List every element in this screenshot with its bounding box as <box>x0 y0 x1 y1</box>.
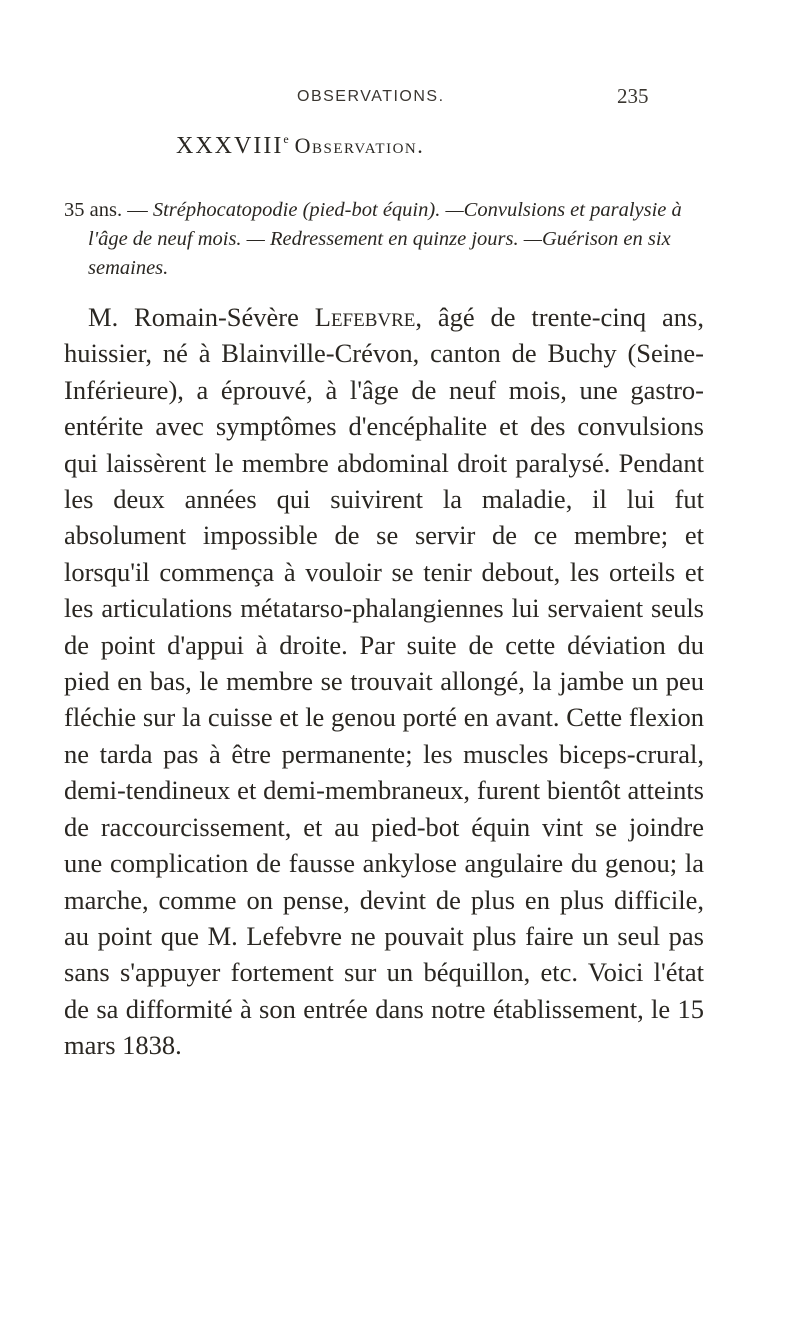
observation-number-suffix: e <box>283 132 289 146</box>
patient-surname: Lefebvre <box>314 302 416 332</box>
observation-label: Observation. <box>294 133 425 158</box>
case-summary-text: Stréphocatopodie (pied-bot équin). —Convulsions et paralysie à l'âge de neuf mois. — Redressement en quinze jours. —Guérison en six semaines. <box>88 199 682 279</box>
case-body-paragraph <box>64 299 704 1064</box>
patient-name-prefix: M. Romain-Sévère <box>88 302 315 332</box>
case-body-text: , âgé de trente-cinq ans, huissier, né à Blainville-Crévon, canton de Buchy (Seine-Inférieure), a éprouvé, à l'âge de neuf mois, une gastro-entérite avec symptômes d'encéphalite et des convulsions qui laissèrent le membre abdominal droit paralysé. Pendant les deux années qui suivirent la maladie, il lui fut absolument impossible de se servir de ce membre; et lorsqu'il commença à vouloir se tenir debout, les orteils et les articulations métatarso-phalangiennes lui servaient seuls de point d'appui à droite. Par suite de cette déviation du pied en bas, le membre se trouvait allongé, la jambe un peu fléchie sur la cuisse et le genou porté en avant. Cette flexion ne tarda pas à être permanente; les muscles biceps-crural, demi-tendineux et demi-membraneux, furent bientôt atteints de raccourcissement, et au pied-bot équin vint se joindre une complication de fausse ankylose angulaire du genou; la marche, comme on pense, devint de plus en plus difficile, au point que M. Lefebvre ne pouvait plus faire un seul pas sans s'appuyer fortement sur un béquillon, etc. Voici l'état de sa difformité à son entrée dans notre établissement, le 15 mars 1838. <box>64 302 704 1061</box>
case-summary-line <box>64 196 704 283</box>
running-title: OBSERVATIONS. <box>297 88 445 105</box>
patient-age: 35 ans. — <box>64 199 153 221</box>
case-summary <box>64 196 704 283</box>
observation-heading <box>176 132 424 160</box>
page-number: 235 <box>617 84 649 108</box>
observation-number: XXXVIII <box>176 133 284 159</box>
running-head <box>0 84 800 112</box>
